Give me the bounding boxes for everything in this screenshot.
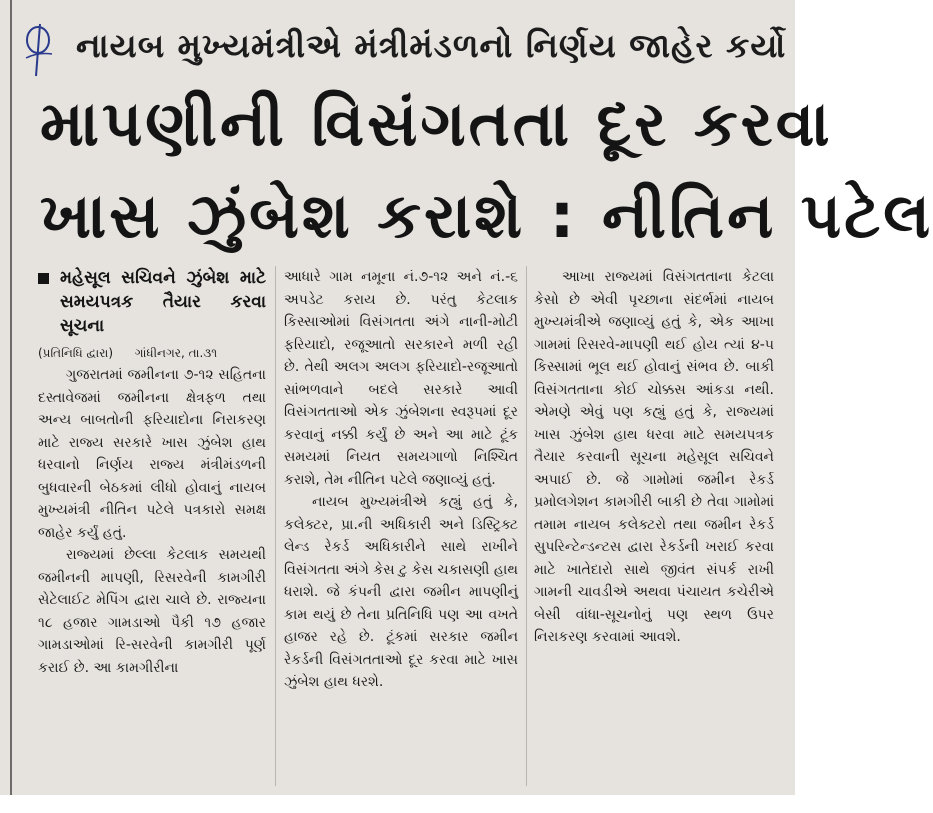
- column-divider: [275, 266, 276, 786]
- kicker-headline: નાયબ મુખ્યમંત્રીએ મંત્રીમંડળનો નિર્ણય જાહેર કર્યો: [76, 26, 787, 65]
- pen-mark-icon: [18, 18, 60, 80]
- article-column-1: [38, 266, 266, 679]
- dateline: [38, 344, 266, 362]
- body-paragraph: નાયબ મુખ્યમંત્રીએ કહ્યું હતું કે, કલેક્ટર, પ્રા.ની અધિકારી અને ડિસ્ટ્રિક્ટ લેન્ડ રેકર્ડ અધિકારીને સાથે રાખીને વિસંગતતા અંગે કેસ ટુ કેસ ચકાસણી હાથ ધરાશે. જે કંપની દ્વારા જમીન માપણીનું કામ થયું છે તેના પ્રતિનિધિ પણ આ વખતે હાજર રહે છે. ટૂંકમાં સરકાર જમીન રેકર્ડની વિસંગતતાઓ દૂર કરવા માટે ખાસ ઝુંબેશ હાથ ધરશે.: [284, 494, 518, 690]
- body-paragraph: રાજ્યમાં છેલ્લા કેટલાક સમયથી જમીનની માપણી, રિસરવેની કામગીરી સેટેલાઈટ મેપિંગ દ્વારા ચાલે છે. રાજ્યના ૧૮ હજાર ગામડાઓ પૈકી ૧૭ હજાર ગામડાઓમાં રિ-સરવેની કામગીરી પૂર્ણ કરાઈ છે. આ કામગીરીના: [38, 547, 266, 676]
- body-paragraph: આધારે ગામ નમૂના નં.૭-૧૨ અને નં.-૬ અપડેટ કરાય છે. પરંતુ કેટલાક કિસ્સાઓમાં વિસંગતતા અંગે નાની-મોટી ફરિયાદો, રજૂઆતો સરકારને મળી રહી છે. તેથી અલગ અલગ ફરિયાદો-રજૂઆતો સાંભળવાને બદલે સરકારે આવી વિસંગતતાઓ એક ઝુંબેશના સ્વરૂપમાં દૂર કરવાનું નક્કી કર્યું છે અને આ માટે ટૂંક સમયમાં નિયત સમયગાળો નિશ્ચિત કરાશે, તેમ નીતિન પટેલે જણાવ્યું હતું.: [284, 269, 518, 488]
- dateline-agency: (પ્રતિનિધિ દ્વારા): [38, 346, 114, 360]
- main-headline-line-2: ખાસ ઝુંબેશ કરાશે : નીતિન પટેલ: [40, 179, 933, 252]
- scan-margin: [0, 795, 795, 813]
- article-column-3: [534, 266, 774, 649]
- left-margin-rule: [10, 0, 12, 813]
- subheading-text: મહેસૂલ સચિવને ઝુંબેશ માટે સમયપત્રક તૈયાર કરવા સૂચના: [60, 268, 266, 336]
- square-bullet-icon: [38, 273, 49, 284]
- body-paragraph: આખા રાજ્યમાં વિસંગતતાના કેટલા કેસો છે એવી પૃચ્છાના સંદર્ભમાં નાયબ મુખ્યમંત્રીએ જણાવ્યું હતું કે, એક આખા ગામમાં રિસરવે-માપણી થઈ હોય ત્યાં ૪-૫ કિસ્સામાં ભૂલ થઈ હોવાનું સંભવ છે. બાકી વિસંગતતાના કોઈ ચોક્કસ આંકડા નથી. એમણે એવું પણ કહ્યું હતું કે, રાજ્યમાં ખાસ ઝુંબેશ હાથ ધરવા માટે સમયપત્રક તૈયાર કરવાની સૂચના મહેસૂલ સચિવને અપાઈ છે. જે ગામોમાં જમીન રેકર્ડ પ્રમોલગેશન કામગીરી બાકી છે તેવા ગામોમાં તમામ નાયબ કલેક્ટરો તથા જમીન રેકર્ડ સુપરિન્ટેન્ડન્ટસ દ્વારા રેકર્ડની ખરાઈ કરવા માટે ખાતેદારો સાથે જીવંત સંપર્ક રાખી ગામની ચાવડીએ અથવા પંચાયત કચેરીએ બેસી વાંધા-સૂચનોનું પણ સ્થળ ઉપર નિરાકરણ કરવામાં આવશે.: [534, 269, 774, 645]
- subheading: [38, 266, 266, 338]
- article-column-2: [284, 266, 518, 694]
- body-paragraph: ગુજરાતમાં જમીનના ૭-૧૨ સહિતના દસ્તાવેજમાં જમીનના ક્ષેત્રફળ તથા અન્ય બાબતોની ફરિયાદોના નિરાકરણ માટે રાજ્ય સરકારે ખાસ ઝુંબેશ હાથ ધરવાનો નિર્ણય રાજ્ય મંત્રીમંડળની બુધવારની બેઠકમાં લીધો હોવાનું નાયબ મુખ્યમંત્રી નીતિન પટેલે પત્રકારો સમક્ષ જાહેર કર્યું હતું.: [38, 367, 266, 541]
- main-headline-line-1: માપણીની વિસંગતતા દૂર કરવા: [40, 87, 833, 160]
- column-divider: [526, 266, 527, 786]
- dateline-place-date: ગાંધીનગર, તા.૩૧: [134, 346, 218, 360]
